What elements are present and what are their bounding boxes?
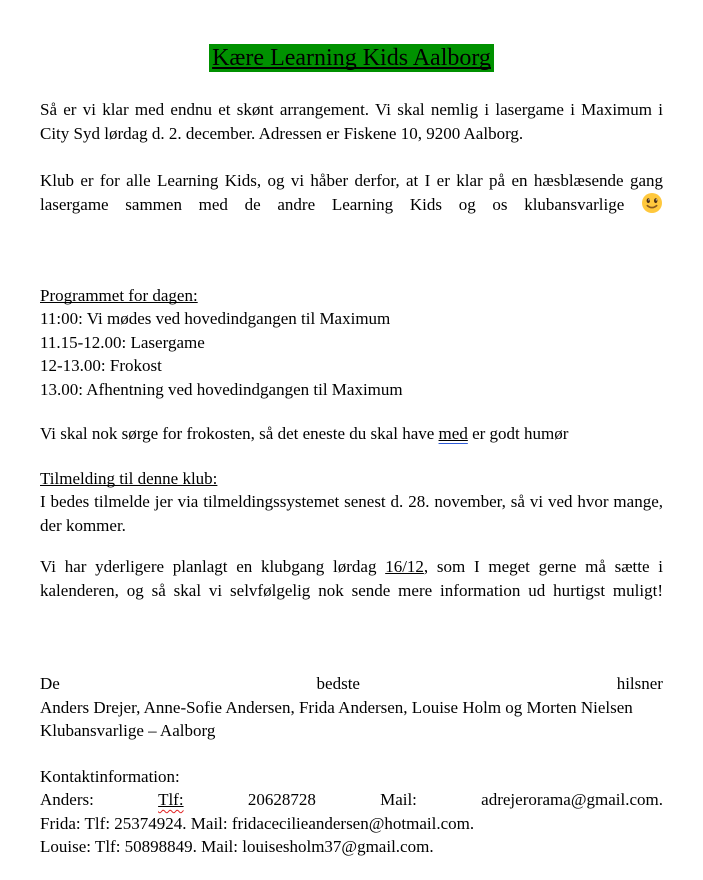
program-item: 11.15-12.00: Lasergame: [40, 332, 205, 352]
next-event-text-before: Vi har yderligere planlagt en klubgang lørdag: [40, 557, 386, 576]
contact-heading: Kontaktinformation:: [40, 766, 180, 786]
contact-row-anders: [40, 788, 663, 812]
contact-anders-email: adrejerorama@gmail.com.: [481, 790, 663, 809]
document-title-row: [40, 43, 663, 75]
contact-anders-mail-label: Mail:: [380, 790, 417, 809]
next-event-date: 16/12: [385, 557, 424, 576]
klub-paragraph: [40, 169, 663, 217]
contact-row-frida: Frida: Tlf: 25374924. Mail: fridacecilieandersen@hotmail.com.: [40, 813, 475, 833]
lunch-paragraph: [40, 422, 663, 446]
program-item: 12-13.00: Frokost: [40, 356, 162, 375]
intro-paragraph: Så er vi klar med endnu et skønt arrangement. Vi skal nemlig i lasergame i Maximum i City Syd lørdag d. 2. december. Adressen er Fiskene 10, 9200 Aalborg.: [40, 100, 663, 143]
lunch-underlined-word: med: [438, 424, 468, 443]
next-event-paragraph: [40, 555, 663, 602]
closing-role: Klubansvarlige – Aalborg: [40, 721, 216, 740]
spacer: [40, 145, 663, 169]
next-event-text-after: , som I meget gerne må sætte i kalenderen, og så skal vi selvfølgelig nok sende mere information ud hurtigst muligt!: [40, 557, 663, 600]
closing-greeting-word: De: [40, 674, 60, 693]
contact-row-louise: Louise: Tlf: 50898849. Mail: louisesholm37@gmail.com.: [40, 837, 434, 856]
klub-paragraph-text: Klub er for alle Learning Kids, og vi håber derfor, at I er klar på en hæsblæsende gang lasergame sammen med de andre Learning Kids og os klubansvarlige: [40, 170, 663, 214]
program-item: 11:00: Vi mødes ved hovedindgangen til Maximum: [40, 309, 391, 328]
spacer: [40, 602, 663, 672]
contact-anders-phone: 20628728: [247, 790, 316, 809]
lunch-text-after: er godt humør: [467, 424, 569, 443]
program-heading: [40, 284, 663, 308]
slightly-smiling-face-icon: [641, 195, 663, 214]
spacer: [40, 75, 663, 98]
closing-greeting: [40, 672, 663, 696]
spacer: [40, 401, 663, 422]
signup-heading: [40, 467, 663, 491]
program-heading-text: Programmet for dagen:: [40, 285, 198, 305]
lunch-text-before: Vi skal nok sørge for frokosten, så det eneste du skal have: [40, 424, 439, 443]
contact-anders-tlf-label: Tlf:: [158, 790, 184, 809]
program-item: 13.00: Afhentning ved hovedindgangen til Maximum: [40, 379, 403, 399]
spacer: [40, 446, 663, 467]
contact-anders-name: Anders:: [40, 790, 94, 809]
page-title: Kære Learning Kids Aalborg: [209, 44, 494, 72]
spacer: [40, 217, 663, 284]
closing-names: Anders Drejer, Anne-Sofie Andersen, Frida Andersen, Louise Holm og Morten Nielsen: [40, 697, 633, 717]
spacer: [40, 537, 663, 555]
closing-greeting-word: hilsner: [616, 674, 663, 693]
signup-paragraph: I bedes tilmelde jer via tilmeldingssystemet senest d. 28. november, så vi ved hvor mange, der kommer.: [40, 492, 663, 535]
spacer: [40, 743, 663, 765]
closing-greeting-word: bedste: [316, 674, 360, 693]
signup-heading-text: Tilmelding til denne klub:: [40, 468, 218, 488]
